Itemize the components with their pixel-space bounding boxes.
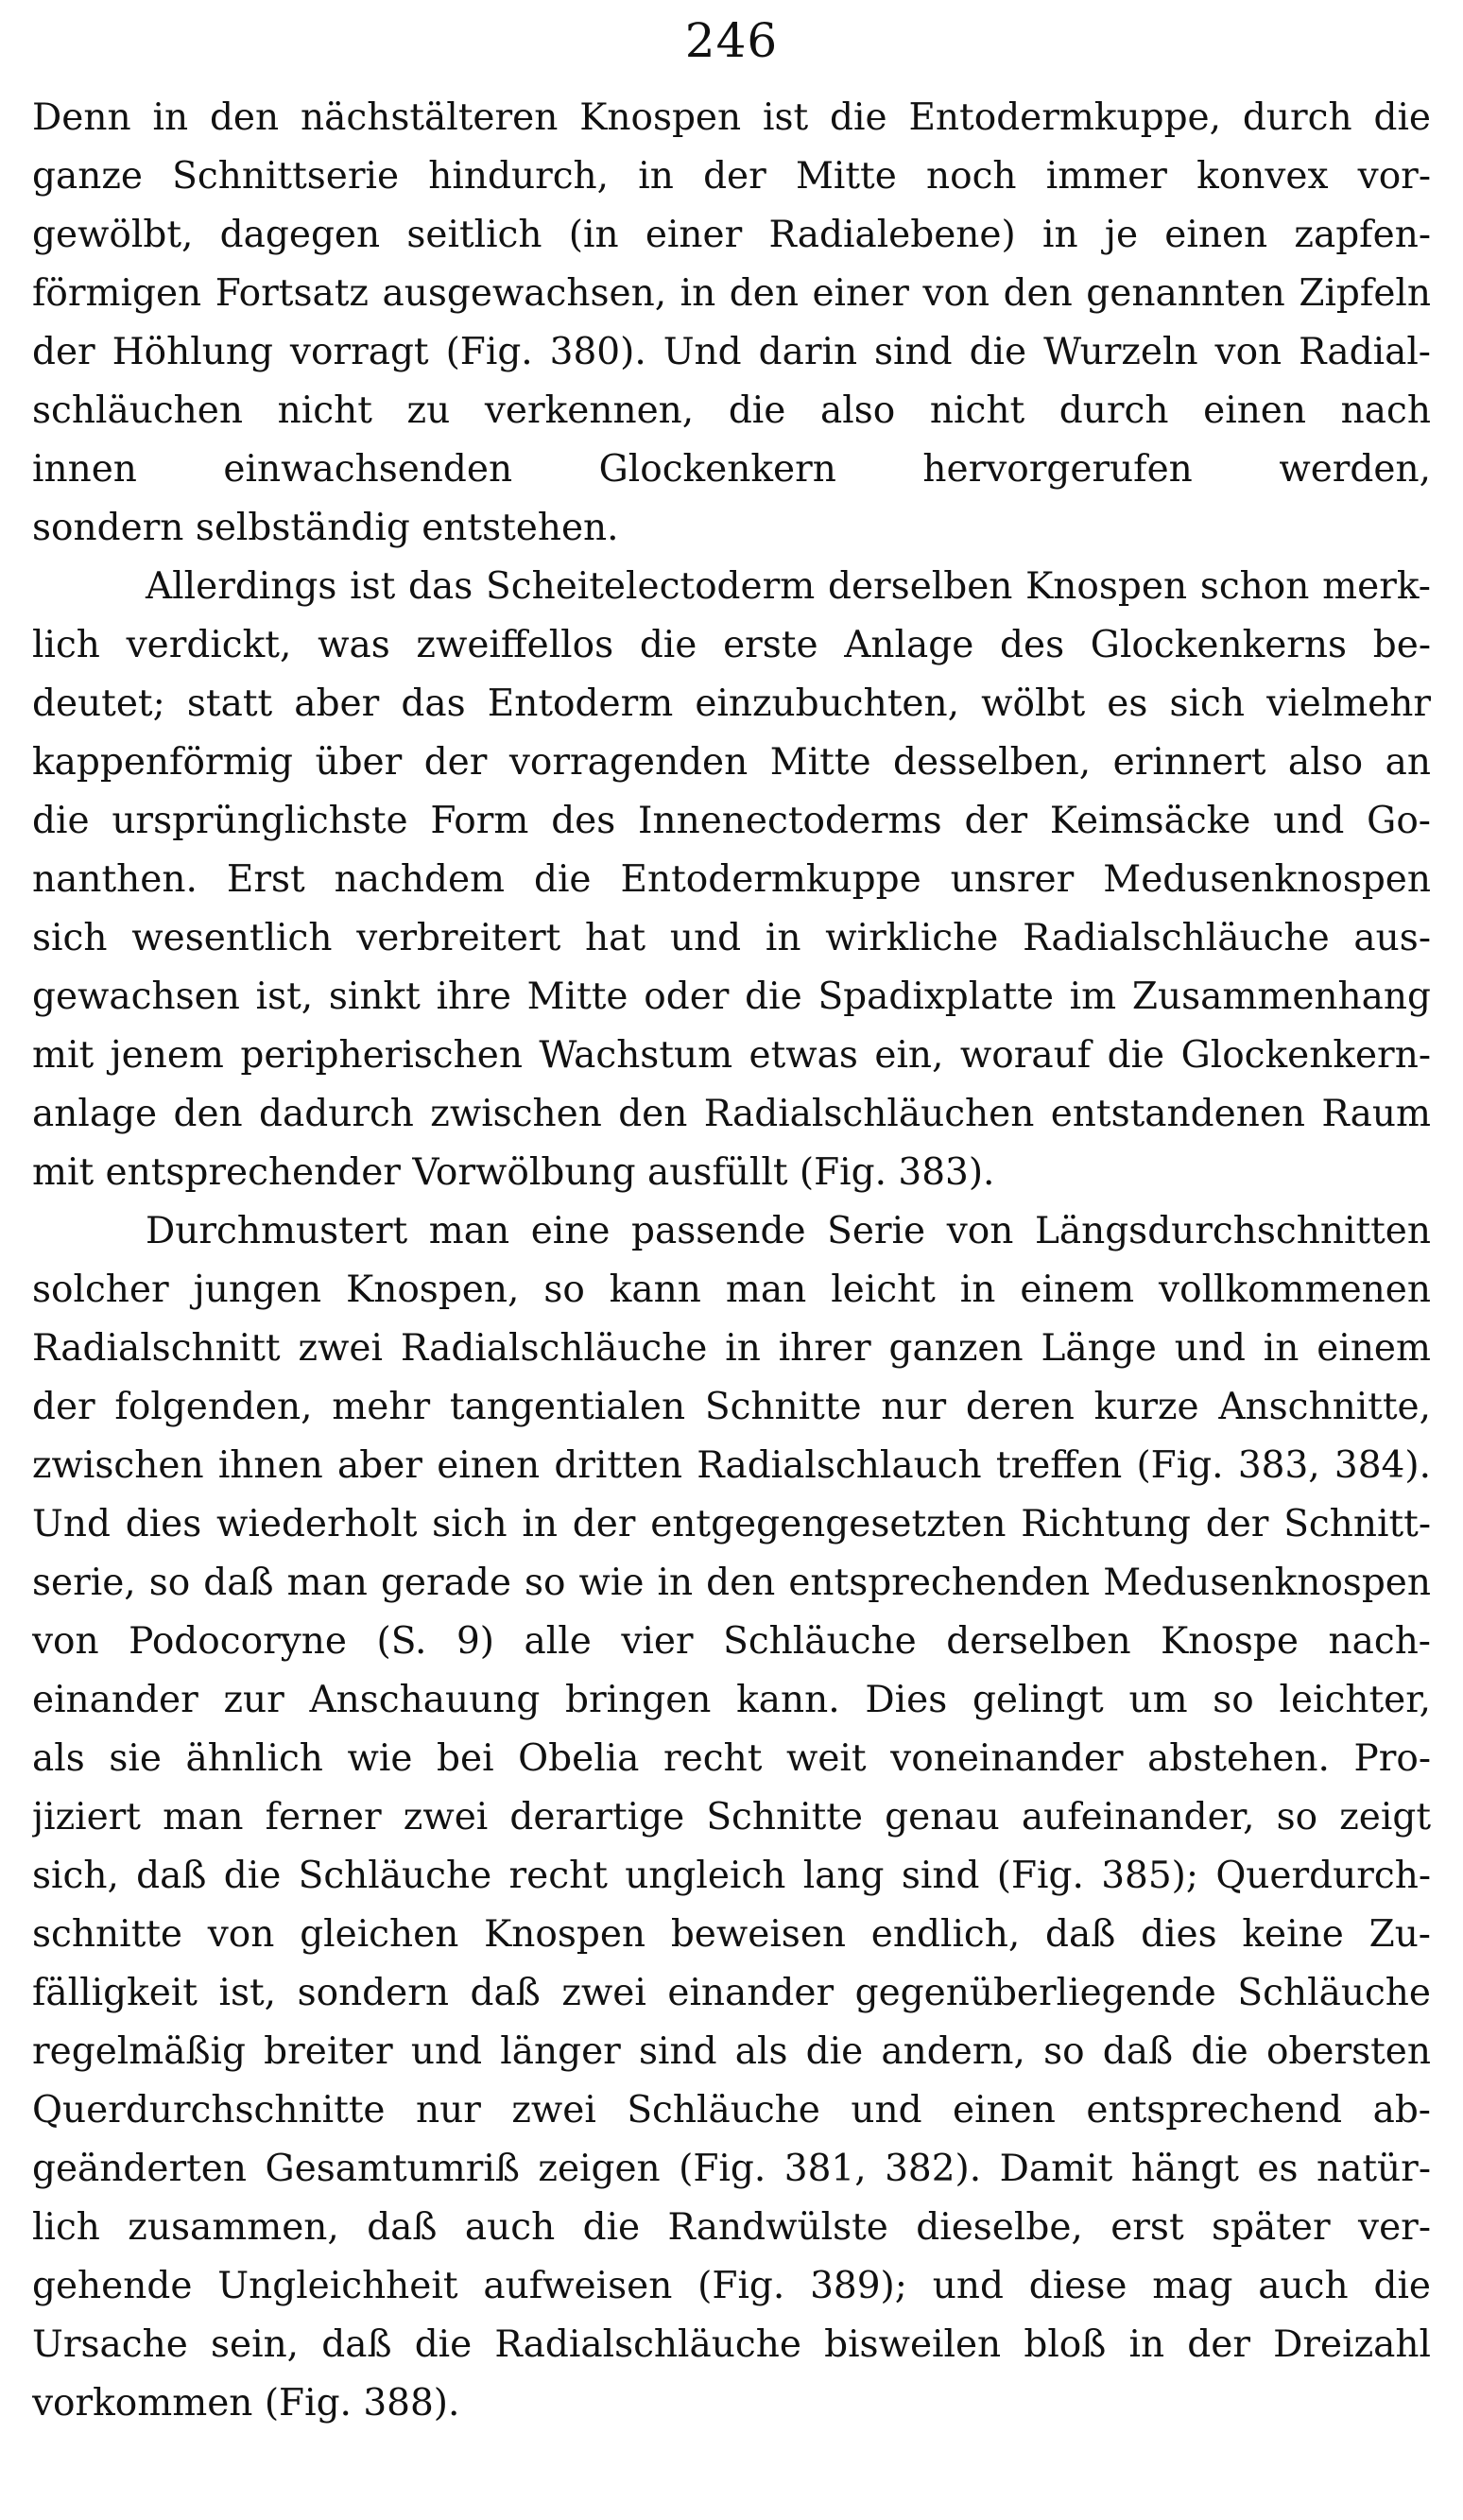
text-line: mit jenem peripherischen Wachstum etwas ein, worauf die Glockenkern- (32, 1034, 1431, 1077)
text-line: sich, daß die Schläuche recht ungleich lang sind (Fig. 385); Querdurch- (32, 1855, 1431, 1897)
page-number: 246 (684, 13, 779, 68)
text-line: sich wesentlich verbreitert hat und in wirkliche Radialschläuche aus- (32, 917, 1431, 959)
text-line: von Podocoryne (S. 9) alle vier Schläuche derselben Knospe nach- (32, 1620, 1431, 1663)
text-line: lich zusammen, daß auch die Randwülste dieselbe, erst später ver- (32, 2206, 1431, 2249)
text-line: innen einwachsenden Glockenkern hervorgerufen werden, (32, 448, 1431, 491)
text-line: vorkommen (Fig. 388). (32, 2382, 460, 2425)
book-page (32, 0, 1431, 2433)
body-text (32, 89, 1431, 2433)
text-line: solcher jungen Knospen, so kann man leicht in einem vollkommenen (32, 1269, 1431, 1311)
text-line: Denn in den nächstälteren Knospen ist die Entodermkuppe, durch die (32, 96, 1431, 139)
text-line: Radialschnitt zwei Radialschläuche in ihrer ganzen Länge und in einem (32, 1327, 1431, 1370)
text-line: mit entsprechender Vorwölbung ausfüllt (Fig. 383). (32, 1151, 995, 1194)
text-line: die ursprünglichste Form des Innenectoderms der Keimsäcke und Go- (32, 800, 1431, 842)
text-line: gewachsen ist, sinkt ihre Mitte oder die Spadixplatte im Zusammenhang (32, 975, 1431, 1018)
text-line: Und dies wiederholt sich in der entgegengesetzten Richtung der Schnitt- (32, 1503, 1431, 1545)
text-line: gewölbt, dagegen seitlich (in einer Radialebene) in je einen zapfen- (32, 214, 1431, 256)
text-line: ganze Schnittserie hindurch, in der Mitte noch immer konvex vor- (32, 155, 1431, 198)
text-line: gehende Ungleichheit aufweisen (Fig. 389); und diese mag auch die (32, 2265, 1431, 2307)
text-line: sondern selbständig entstehen. (32, 507, 619, 549)
text-line: förmigen Fortsatz ausgewachsen, in den einer von den genannten Zipfeln (32, 272, 1431, 315)
text-line: regelmäßig breiter und länger sind als die andern, so daß die obersten (32, 2030, 1431, 2073)
text-line: fälligkeit ist, sondern daß zwei einander gegenüberliegende Schläuche (32, 1972, 1431, 2014)
text-line: jiziert man ferner zwei derartige Schnitte genau aufeinander, so zeigt (32, 1796, 1431, 1838)
text-line: Ursache sein, daß die Radialschläuche bisweilen bloß in der Dreizahl (32, 2323, 1431, 2366)
text-line: der folgenden, mehr tangentialen Schnitte nur deren kurze Anschnitte, (32, 1386, 1431, 1428)
text-line: serie, so daß man gerade so wie in den entsprechenden Medusenknospen (32, 1562, 1431, 1604)
text-line: lich verdickt, was zweiffellos die erste Anlage des Glockenkerns be- (32, 624, 1431, 666)
text-line: Durchmustert man eine passende Serie von Längsdurchschnitten (146, 1210, 1431, 1252)
text-line: Allerdings ist das Scheitelectoderm derselben Knospen schon merk- (146, 565, 1431, 608)
text-line: schläuchen nicht zu verkennen, die also nicht durch einen nach (32, 389, 1431, 432)
text-line: einander zur Anschauung bringen kann. Dies gelingt um so leichter, (32, 1679, 1431, 1721)
text-line: Querdurchschnitte nur zwei Schläuche und einen entsprechend ab- (32, 2089, 1431, 2132)
text-line: der Höhlung vorragt (Fig. 380). Und darin sind die Wurzeln von Radial- (32, 331, 1431, 373)
text-line: nanthen. Erst nachdem die Entodermkuppe unsrer Medusenknospen (32, 858, 1431, 901)
text-line: schnitte von gleichen Knospen beweisen endlich, daß dies keine Zu- (32, 1913, 1431, 1956)
text-line: zwischen ihnen aber einen dritten Radialschlauch treffen (Fig. 383, 384). (32, 1444, 1431, 1487)
text-line: als sie ähnlich wie bei Obelia recht weit voneinander abstehen. Pro- (32, 1737, 1431, 1780)
text-line: geänderten Gesamtumriß zeigen (Fig. 381, 382). Damit hängt es natür- (32, 2148, 1431, 2190)
text-line: anlage den dadurch zwischen den Radialschläuchen entstandenen Raum (32, 1093, 1431, 1135)
text-line: deutet; statt aber das Entoderm einzubuchten, wölbt es sich vielmehr (32, 682, 1431, 725)
text-line: kappenförmig über der vorragenden Mitte desselben, erinnert also an (32, 741, 1431, 784)
